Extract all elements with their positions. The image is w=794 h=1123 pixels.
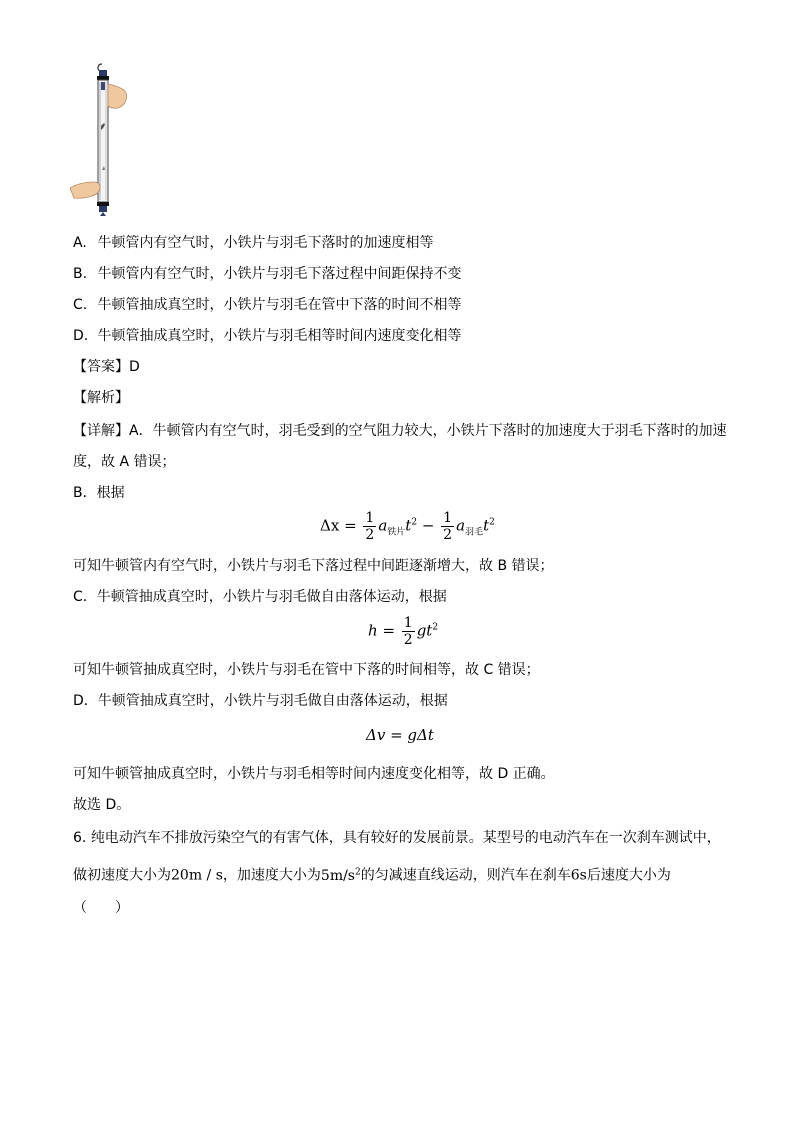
option-letter: D. <box>73 328 89 344</box>
deceleration: $5m/s^2$ <box>320 867 361 884</box>
answer-line <box>73 357 140 377</box>
question-6-bracket: （ ） <box>73 900 129 916</box>
fraction-half: $\frac{1}{2}$ <box>443 510 453 543</box>
option-a <box>73 233 433 253</box>
answer-tag: 【答案】 <box>73 359 129 375</box>
detail-b-conclusion: 可知牛顿管内有空气时，小铁片与羽毛下落过程中间距逐渐增大，故 B 错误； <box>73 558 554 574</box>
question-6-line-2: 做初速度大小为20m / s，加速度大小为$5m/s^2$的匀减速直线运动，则汽车在刹车6s后速度大小为 <box>73 867 671 884</box>
detail-c-intro: C．牛顿管抽成真空时，小铁片与羽毛做自由落体运动，根据 <box>73 589 447 605</box>
option-text: 牛顿管内有空气时，小铁片与羽毛下落时的加速度相等 <box>97 235 434 251</box>
formula-free-fall-height: h = $\frac{1}{2}$ $gt^2$ <box>368 615 439 648</box>
fraction-half: $\frac{1}{2}$ <box>365 510 375 543</box>
answer-value: D <box>129 359 140 375</box>
question-text: 纯电动汽车不排放污染空气的有害气体，具有较好的发展前景。某型号的电动汽车在一次刹车测试中， <box>90 830 721 846</box>
detail-text: A．牛顿管内有空气时，羽毛受到的空气阻力较大，小铁片下落时的加速度大于羽毛下落时的加速 <box>129 423 727 439</box>
option-b <box>73 264 461 284</box>
option-letter: B. <box>73 266 88 282</box>
formula-displacement: Δx = $\frac{1}{2}$ $a_{铁片}t^2$ − $\frac{1}{2}$ $a_{羽毛}t^2$ <box>320 510 495 543</box>
option-letter: C. <box>73 297 88 313</box>
detail-c-conclusion: 可知牛顿管抽成真空时，小铁片与羽毛在管中下落的时间相等，故 C 错误； <box>73 662 540 678</box>
newton-tube-figure <box>70 60 130 220</box>
analysis-tag: 【解析】 <box>73 390 129 406</box>
detail-tag: 【详解】 <box>73 423 129 439</box>
option-text: 牛顿管抽成真空时，小铁片与羽毛在管中下落的时间不相等 <box>97 297 462 313</box>
option-text: 牛顿管内有空气时，小铁片与羽毛下落过程中间距保持不变 <box>97 266 462 282</box>
brake-time: 6s <box>570 867 587 884</box>
option-d <box>73 326 461 346</box>
detail-line-2: 度，故 A 错误； <box>73 454 176 470</box>
formula-lhs: Δx <box>320 516 340 535</box>
option-c <box>73 295 461 315</box>
detail-line-1 <box>73 421 727 441</box>
detail-b-intro: B．根据 <box>73 485 125 501</box>
fraction-half: $\frac{1}{2}$ <box>403 615 413 648</box>
question-6-line-1 <box>73 828 721 848</box>
option-letter: A. <box>73 235 87 251</box>
option-text: 牛顿管抽成真空时，小铁片与羽毛相等时间内速度变化相等 <box>97 328 462 344</box>
detail-final: 故选 D。 <box>73 797 131 813</box>
question-number: 6. <box>73 830 87 846</box>
initial-speed: 20m / s <box>171 867 223 884</box>
formula-velocity-change: Δv = gΔt <box>366 726 434 744</box>
detail-d-intro: D．牛顿管抽成真空时，小铁片与羽毛做自由落体运动，根据 <box>73 693 448 709</box>
detail-d-conclusion: 可知牛顿管抽成真空时，小铁片与羽毛相等时间内速度变化相等，故 D 正确。 <box>73 766 555 782</box>
